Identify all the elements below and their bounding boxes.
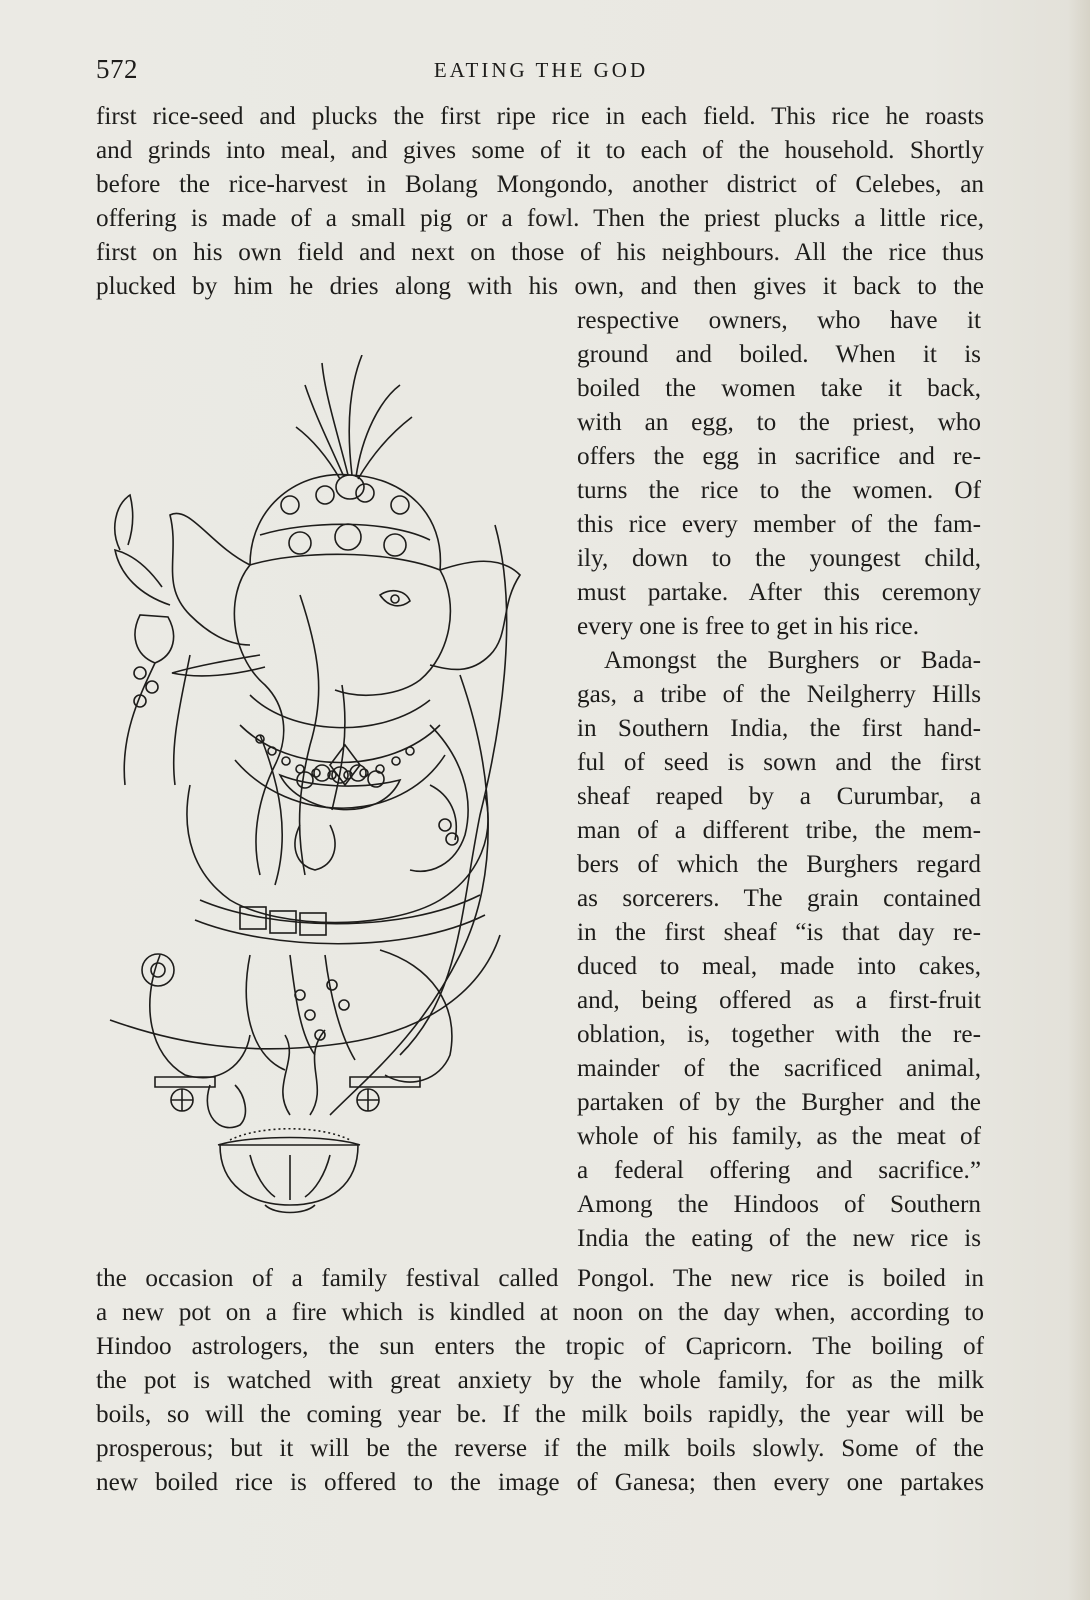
column-line: in Southern India, the first hand-: [577, 715, 981, 742]
column-line: mainder of the sacrificed animal,: [577, 1055, 981, 1082]
column-line: ful of seed is sown and the first: [577, 749, 981, 776]
text-line: first rice-seed and plucks the first ripe rice in each field. This rice he roasts: [96, 103, 984, 130]
text-line: boils, so will the coming year be. If the milk boils rapidly, the year will be: [96, 1401, 984, 1428]
column-line: ground and boiled. When it is: [577, 341, 981, 368]
text-line: offering is made of a small pig or a fowl. Then the priest plucks a little rice,: [96, 205, 984, 232]
text-line: a new pot on a fire which is kindled at noon on the day when, according to: [96, 1299, 984, 1326]
text-line: first on his own field and next on those of his neighbours. All the rice thus: [96, 239, 984, 266]
text-line: and grinds into meal, and gives some of it to each of the household. Shortly: [96, 137, 984, 164]
text-line: the occasion of a family festival called Pongol. The new rice is boiled in: [96, 1265, 984, 1292]
column-line: Among the Hindoos of Southern: [577, 1191, 981, 1218]
column-line: man of a different tribe, the mem-: [577, 817, 981, 844]
text-line: prosperous; but it will be the reverse if the milk boils slowly. Some of the: [96, 1435, 984, 1462]
column-line: ily, down to the youngest child,: [577, 545, 981, 572]
text-line: Hindoo astrologers, the sun enters the tropic of Capricorn. The boiling of: [96, 1333, 984, 1360]
column-line: gas, a tribe of the Neilgherry Hills: [577, 681, 981, 708]
column-line: whole of his family, as the meat of: [577, 1123, 981, 1150]
page-header: [96, 52, 986, 88]
text-line: new boiled rice is offered to the image of Ganesa; then every one partakes: [96, 1469, 984, 1496]
ganesa-line-drawing-icon: [100, 355, 530, 1235]
column-line: in the first sheaf “is that day re-: [577, 919, 981, 946]
column-line: India the eating of the new rice is: [577, 1225, 981, 1252]
column-line: duced to meal, made into cakes,: [577, 953, 981, 980]
column-line: respective owners, who have it: [577, 307, 981, 334]
text-line: the pot is watched with great anxiety by the whole family, for as the milk: [96, 1367, 984, 1394]
column-line: every one is free to get in his rice.: [577, 613, 919, 640]
column-line: bers of which the Burghers regard: [577, 851, 981, 878]
column-line: oblation, is, together with the re-: [577, 1021, 981, 1048]
column-line: sheaf reaped by a Curumbar, a: [577, 783, 981, 810]
column-line: boiled the women take it back,: [577, 375, 981, 402]
text-line: before the rice-harvest in Bolang Mongondo, another district of Celebes, an: [96, 171, 984, 198]
column-line: as sorcerers. The grain contained: [577, 885, 981, 912]
page-edge-shadow: [1068, 0, 1090, 1600]
ganesa-illustration: [100, 355, 530, 1235]
column-line: a federal offering and sacrifice.”: [577, 1157, 981, 1184]
column-line: with an egg, to the priest, who: [577, 409, 981, 436]
text-line: plucked by him he dries along with his own, and then gives it back to the: [96, 273, 984, 300]
column-line: partaken of by the Burgher and the: [577, 1089, 981, 1116]
column-line: offers the egg in sacrifice and re-: [577, 443, 981, 470]
column-line: Amongst the Burghers or Bada-: [604, 647, 981, 674]
column-line: this rice every member of the fam-: [577, 511, 981, 538]
running-head: EATING THE GOD: [433, 58, 649, 82]
page-number: 572: [96, 54, 138, 84]
column-line: turns the rice to the women. Of: [577, 477, 981, 504]
column-line: must partake. After this ceremony: [577, 579, 981, 606]
column-line: and, being offered as a first-fruit: [577, 987, 981, 1014]
